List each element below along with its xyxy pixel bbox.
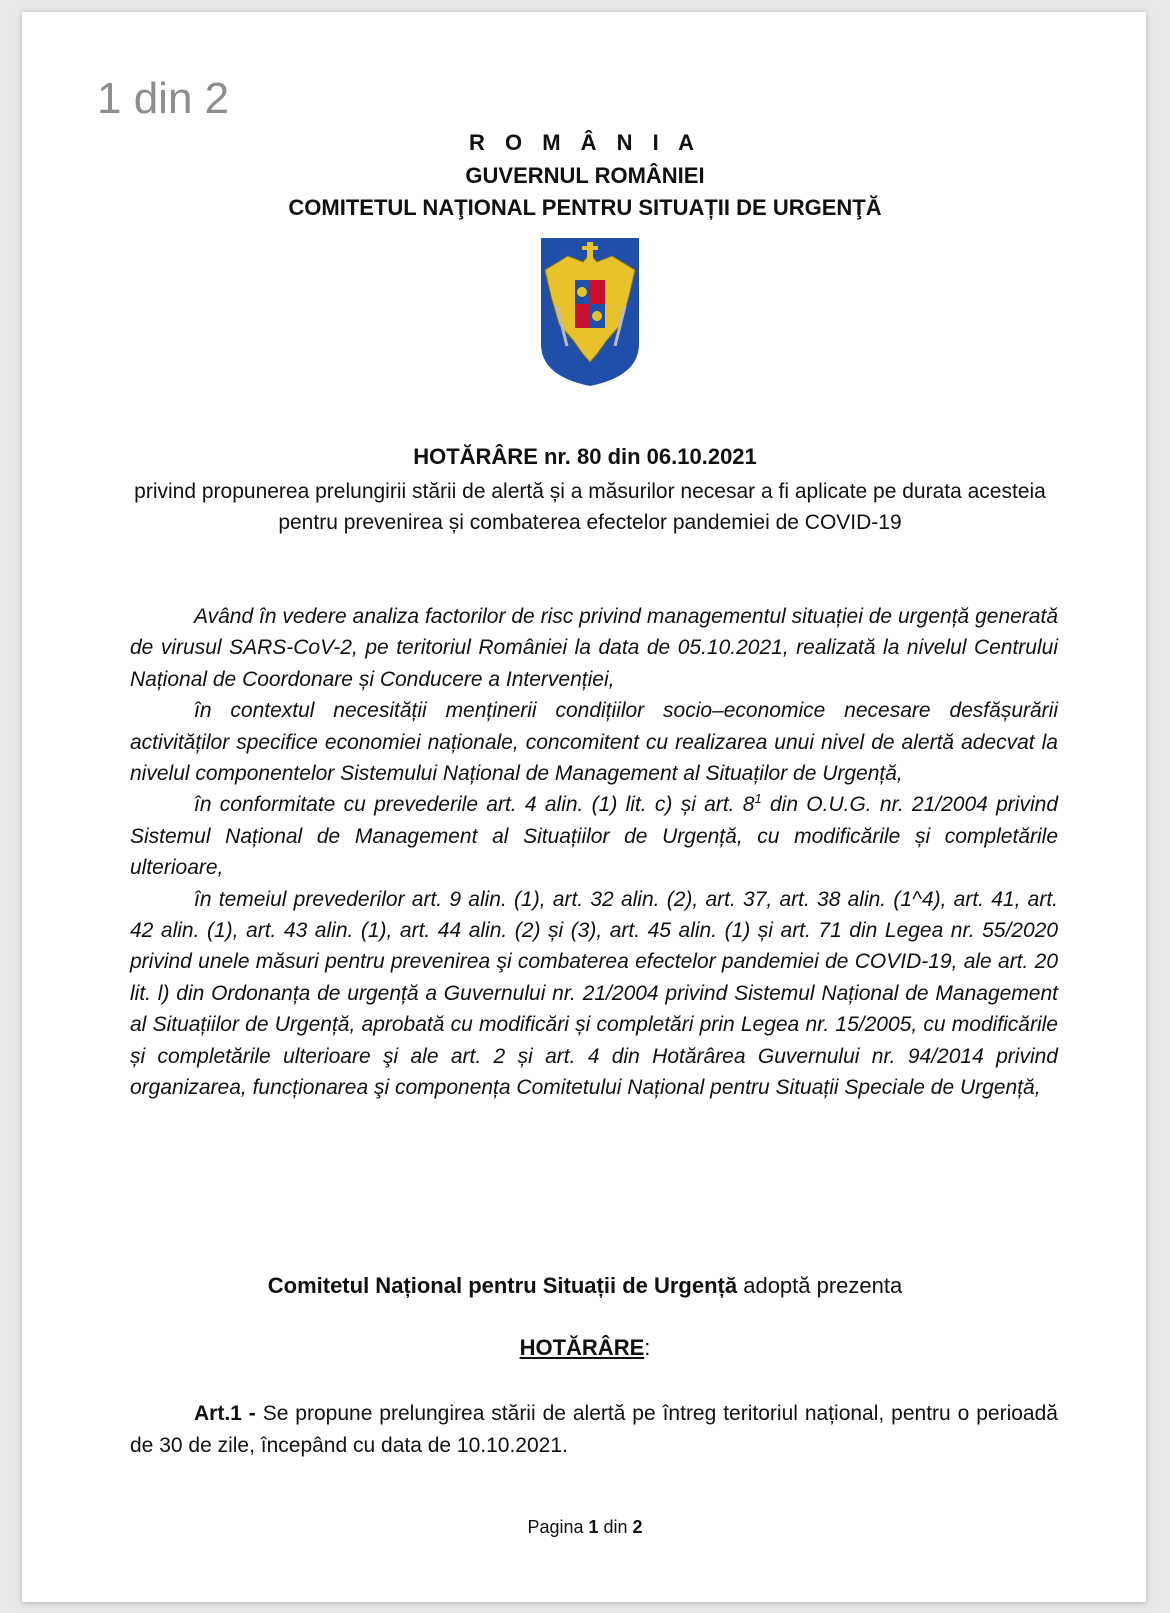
preamble-text: din O.U.G. nr. 21/2004 privind Sistemul Național de Management al Situațiilor de Urgență, cu modificările și completările ulterioare, (130, 793, 1058, 880)
page-footer (0, 1517, 1170, 1538)
header-government: GUVERNUL ROMÂNIEI (465, 163, 705, 188)
decision-subtitle: privind propunerea prelungirii stării de alertă și a măsurilor necesar a fi aplicate pe durata acesteia pentru prevenirea și combaterea efectelor pandemiei de COVID-19 (134, 480, 1046, 534)
article-1 (130, 1398, 1058, 1461)
article-label: Art.1 - (194, 1402, 256, 1425)
decision-title: HOTĂRÂRE nr. 80 din 06.10.2021 (413, 444, 757, 469)
preamble (130, 601, 1058, 1104)
decision-heading-label: HOTĂRÂRE (519, 1335, 645, 1360)
preamble-paragraph (130, 789, 1058, 883)
page-counter: 1 din 2 (97, 74, 230, 123)
decision-heading-suffix: : (644, 1335, 651, 1360)
footer-current-page: 1 (588, 1517, 599, 1537)
header-committee: COMITETUL NAŢIONAL PENTRU SITUAȚII DE URGENŢĂ (288, 195, 882, 220)
decision-heading (0, 1335, 1170, 1361)
article-paragraph (130, 1398, 1058, 1461)
adoption-statement (0, 1273, 1170, 1299)
adoption-text: adoptă prezenta (737, 1273, 903, 1298)
preamble-paragraph: Având în vedere analiza factorilor de risc privind managementul situației de urgență generată de virusul SARS-CoV-2, pe teritoriul României la data de 05.10.2021, realizată la nivelul Centrului Național de Coordonare și Conducere a Intervenției, (130, 605, 1058, 691)
preamble-paragraph: în contextul necesității menținerii condițiilor socio–economice necesare desfășurării activităților specifice economiei naționale, concomitent cu realizarea unui nivel de alertă adecvat la nivelul componentelor Sistemului Național de Management al Situaților de Urgență, (130, 699, 1058, 786)
footer-total-pages: 2 (632, 1517, 643, 1537)
footer-pagina: Pagina (527, 1517, 589, 1537)
preamble-paragraph: în temeiul prevederilor art. 9 alin. (1), art. 32 alin. (2), art. 37, art. 38 alin. (1^4), art. 41, art. 42 alin. (1), art. 43 alin. (1), art. 44 alin. (2) și (3), art. 45 alin. (1) și art. 71 din Legea nr. 55/2020 privind unele măsuri pentru prevenirea şi combaterea efectelor pandemiei de COVID-19, ale art. 20 lit. l) din Ordonanța de urgență a Guvernului nr. 21/2004 privind Sistemul Național de Management al Situațiilor de Urgență, aprobată cu modificări și completări prin Legea nr. 15/2005, cu modificările și completările ulterioare şi ale art. 2 și art. 4 din Hotărârea Guvernului nr. 94/2014 privind organizarea, funcționarea şi componența Comitetului Național pentru Situații Speciale de Urgență, (130, 887, 1058, 1100)
article-text: Se propune prelungirea stării de alertă pe întreg teritoriul național, pentru o perioadă de 30 de zile, începând cu data de 10.10.2021. (130, 1402, 1058, 1457)
superscript: 1 (754, 791, 762, 807)
footer-din: din (598, 1517, 633, 1537)
header-country: R O M Â N I A (469, 130, 701, 155)
preamble-text: în conformitate cu prevederile art. 4 alin. (1) lit. c) și art. 8 (194, 793, 755, 817)
committee-name: Comitetul Național pentru Situații de Urgență (267, 1273, 738, 1298)
romania-coat-of-arms-icon (537, 236, 649, 404)
